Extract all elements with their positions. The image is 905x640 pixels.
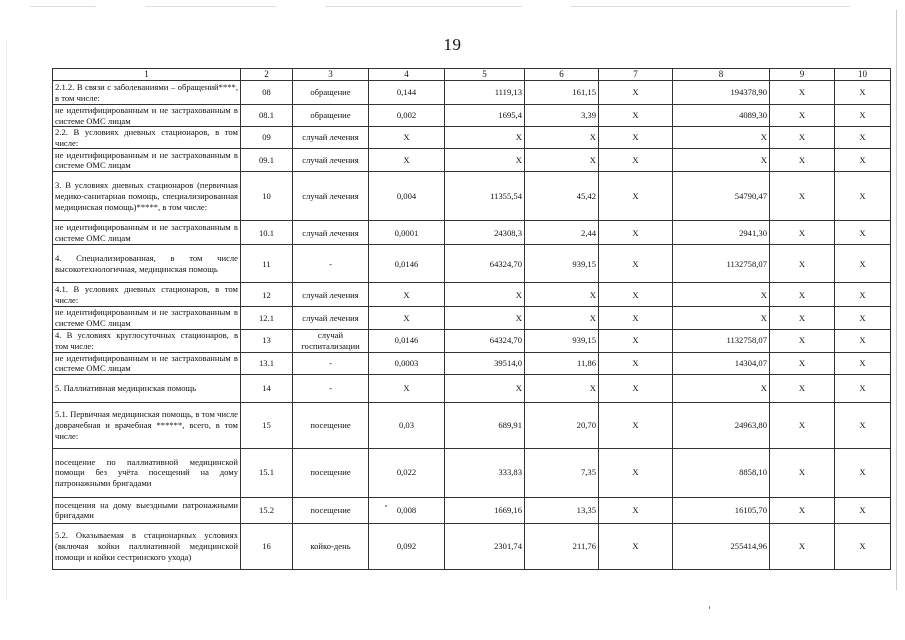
table-cell: X bbox=[525, 127, 599, 149]
table-cell: 333,83 bbox=[445, 448, 525, 497]
table-cell: 15.2 bbox=[241, 497, 293, 523]
table-cell: X bbox=[835, 172, 891, 221]
scan-speck bbox=[709, 606, 710, 609]
table-cell: X bbox=[770, 127, 835, 149]
table-row bbox=[53, 307, 891, 329]
page-number: 19 bbox=[443, 35, 462, 54]
column-header-1: 1 bbox=[53, 69, 241, 81]
table-row bbox=[53, 105, 891, 127]
table-cell: X bbox=[599, 149, 673, 172]
table-cell: 3,39 bbox=[525, 105, 599, 127]
scan-left-edge bbox=[6, 40, 7, 600]
table-cell: 0,002 bbox=[369, 105, 445, 127]
table-cell: 12.1 bbox=[241, 307, 293, 329]
table-cell: 15 bbox=[241, 402, 293, 448]
table-cell: койко-день bbox=[293, 523, 369, 569]
table-cell: X bbox=[770, 402, 835, 448]
table-cell: случай лечения bbox=[293, 283, 369, 307]
table-cell: X bbox=[445, 307, 525, 329]
row-label-cell: посещение по паллиативной медицинской помощи без учёта посещений на дому патронажными бригадами bbox=[53, 448, 241, 497]
table-cell: 09 bbox=[241, 127, 293, 149]
table-cell: X bbox=[599, 402, 673, 448]
table-cell: X bbox=[445, 149, 525, 172]
scan-top-edge bbox=[30, 6, 850, 7]
table-cell: 0,004 bbox=[369, 172, 445, 221]
table-cell: 08.1 bbox=[241, 105, 293, 127]
column-header-6: 6 bbox=[525, 69, 599, 81]
table-cell: X bbox=[525, 374, 599, 402]
table-cell: случай лечения bbox=[293, 172, 369, 221]
table-cell: 939,15 bbox=[525, 245, 599, 283]
table-cell: 2941,30 bbox=[673, 221, 770, 245]
table-cell: X bbox=[835, 307, 891, 329]
row-label-cell: 2.1.2. В связи с заболеваниями – обращений****, в том числе: bbox=[53, 81, 241, 105]
table-cell: X bbox=[599, 245, 673, 283]
table-cell: - bbox=[293, 245, 369, 283]
table-cell: X bbox=[770, 81, 835, 105]
table-cell: X bbox=[835, 402, 891, 448]
table-row bbox=[53, 283, 891, 307]
column-header-3: 3 bbox=[293, 69, 369, 81]
table-cell: 13.1 bbox=[241, 352, 293, 374]
table-cell: 14304,07 bbox=[673, 352, 770, 374]
table-cell: X bbox=[835, 448, 891, 497]
table-cell: X bbox=[599, 283, 673, 307]
table-cell: 161,15 bbox=[525, 81, 599, 105]
table-cell: X bbox=[770, 221, 835, 245]
column-header-7: 7 bbox=[599, 69, 673, 81]
table-cell: 64324,70 bbox=[445, 329, 525, 352]
table-cell: X bbox=[445, 374, 525, 402]
table-cell: 45,42 bbox=[525, 172, 599, 221]
table-cell: 15.1 bbox=[241, 448, 293, 497]
table-cell: X bbox=[445, 127, 525, 149]
table-cell: X bbox=[835, 149, 891, 172]
table-row bbox=[53, 221, 891, 245]
row-label-cell: 4.1. В условиях дневных стационаров, в том числе: bbox=[53, 283, 241, 307]
table-cell: 24963,80 bbox=[673, 402, 770, 448]
table-cell: X bbox=[770, 283, 835, 307]
table-cell: случай лечения bbox=[293, 149, 369, 172]
table-cell: X bbox=[599, 105, 673, 127]
table-cell: 12 bbox=[241, 283, 293, 307]
table-cell: 11 bbox=[241, 245, 293, 283]
row-label-cell: 5.2. Оказываемая в стационарных условиях (включая койки паллиативной медицинской помощи и койки сестринского ухода) bbox=[53, 523, 241, 569]
table-cell: X bbox=[770, 352, 835, 374]
table-cell: 0,008 bbox=[369, 497, 445, 523]
table-cell: X bbox=[673, 374, 770, 402]
table-cell: X bbox=[599, 352, 673, 374]
table-cell: X bbox=[599, 81, 673, 105]
table-cell: X bbox=[835, 374, 891, 402]
table-cell: обращение bbox=[293, 105, 369, 127]
row-label-cell: 5.1. Первичная медицинская помощь, в том числе доврачебная и врачебная ******, всего, в том числе: bbox=[53, 402, 241, 448]
table-cell: 16 bbox=[241, 523, 293, 569]
table-cell: X bbox=[770, 448, 835, 497]
table-cell: 0,0001 bbox=[369, 221, 445, 245]
row-label-cell: 4. В условиях круглосуточных стационаров, в том числе: bbox=[53, 329, 241, 352]
table-cell: X bbox=[835, 352, 891, 374]
table-cell: 194378,90 bbox=[673, 81, 770, 105]
table-cell: X bbox=[673, 283, 770, 307]
report-table bbox=[52, 68, 891, 570]
table-row bbox=[53, 523, 891, 569]
table-cell: X bbox=[835, 127, 891, 149]
table-cell: X bbox=[673, 149, 770, 172]
table-cell: 54790,47 bbox=[673, 172, 770, 221]
table-cell: X bbox=[835, 105, 891, 127]
table-row bbox=[53, 374, 891, 402]
table-cell: X bbox=[835, 81, 891, 105]
row-label-cell: 4. Специализированная, в том числе высокотехнологичная, медицинская помощь bbox=[53, 245, 241, 283]
table-cell: 1132758,07 bbox=[673, 245, 770, 283]
scan-speck bbox=[385, 505, 387, 507]
table-cell: X bbox=[599, 307, 673, 329]
column-header-9: 9 bbox=[770, 69, 835, 81]
table-cell: 2,44 bbox=[525, 221, 599, 245]
table-cell: X bbox=[770, 245, 835, 283]
table-cell: X bbox=[599, 221, 673, 245]
table-cell: 11355,54 bbox=[445, 172, 525, 221]
table-row bbox=[53, 352, 891, 374]
table-cell: 0,03 bbox=[369, 402, 445, 448]
table-cell: случай госпитализации bbox=[293, 329, 369, 352]
table-cell: 255414,96 bbox=[673, 523, 770, 569]
table-cell: случай лечения bbox=[293, 221, 369, 245]
row-label-cell: не идентифицированным и не застрахованным в системе ОМС лицам bbox=[53, 221, 241, 245]
table-cell: X bbox=[599, 448, 673, 497]
table-cell: 2301,74 bbox=[445, 523, 525, 569]
table-cell: 10 bbox=[241, 172, 293, 221]
column-header-4: 4 bbox=[369, 69, 445, 81]
table-cell: 8858,10 bbox=[673, 448, 770, 497]
table-cell: X bbox=[525, 307, 599, 329]
table-cell: 1132758,07 bbox=[673, 329, 770, 352]
table-cell: X bbox=[599, 329, 673, 352]
table-cell: 1695,4 bbox=[445, 105, 525, 127]
table-cell: 64324,70 bbox=[445, 245, 525, 283]
column-header-10: 10 bbox=[835, 69, 891, 81]
table-cell: X bbox=[369, 149, 445, 172]
row-label-cell: не идентифицированным и не застрахованным в системе ОМС лицам bbox=[53, 307, 241, 329]
table-cell: 24308,3 bbox=[445, 221, 525, 245]
table-cell: 0,0146 bbox=[369, 245, 445, 283]
table-cell: 14 bbox=[241, 374, 293, 402]
column-header-8: 8 bbox=[673, 69, 770, 81]
row-label-cell: 2.2. В условиях дневных стационаров, в том числе: bbox=[53, 127, 241, 149]
table-cell: X bbox=[673, 307, 770, 329]
table-cell: 11,86 bbox=[525, 352, 599, 374]
table-cell: 39514,0 bbox=[445, 352, 525, 374]
table-cell: X bbox=[525, 283, 599, 307]
table-row bbox=[53, 172, 891, 221]
table-header-row bbox=[53, 69, 891, 81]
table-cell: X bbox=[770, 105, 835, 127]
table-cell: 1669,16 bbox=[445, 497, 525, 523]
table-cell: 689,91 bbox=[445, 402, 525, 448]
table-cell: 13 bbox=[241, 329, 293, 352]
table-cell: X bbox=[770, 149, 835, 172]
table-cell: X bbox=[770, 307, 835, 329]
table-row bbox=[53, 448, 891, 497]
table-cell: X bbox=[599, 374, 673, 402]
column-header-5: 5 bbox=[445, 69, 525, 81]
table-cell: 20,70 bbox=[525, 402, 599, 448]
table-cell: 0,0146 bbox=[369, 329, 445, 352]
table-cell: 10.1 bbox=[241, 221, 293, 245]
column-header-2: 2 bbox=[241, 69, 293, 81]
row-label-cell: не идентифицированным и не застрахованным в системе ОМС лицам bbox=[53, 149, 241, 172]
table-cell: X bbox=[835, 283, 891, 307]
table-cell: X bbox=[599, 172, 673, 221]
table-row bbox=[53, 127, 891, 149]
table-cell: X bbox=[835, 245, 891, 283]
table-cell: 0,092 bbox=[369, 523, 445, 569]
scan-right-edge bbox=[896, 10, 897, 590]
table-cell: 0,144 bbox=[369, 81, 445, 105]
table-cell: X bbox=[673, 127, 770, 149]
table-row bbox=[53, 402, 891, 448]
row-label-cell: 3. В условиях дневных стационаров (первичная медико-санитарная помощь, специализированная медицинская помощь)*****, в том числе: bbox=[53, 172, 241, 221]
table-cell: X bbox=[525, 149, 599, 172]
row-label-cell: посещения на дому выездными патронажными бригадами bbox=[53, 497, 241, 523]
table-cell: 08 bbox=[241, 81, 293, 105]
table-cell: X bbox=[770, 523, 835, 569]
table-cell: 0,022 bbox=[369, 448, 445, 497]
table-row bbox=[53, 245, 891, 283]
table-cell: случай лечения bbox=[293, 127, 369, 149]
table-cell: X bbox=[835, 523, 891, 569]
table-cell: X bbox=[835, 329, 891, 352]
table-cell: 0,0003 bbox=[369, 352, 445, 374]
table-cell: X bbox=[599, 127, 673, 149]
table-cell: X bbox=[770, 172, 835, 221]
table-cell: 1119,13 bbox=[445, 81, 525, 105]
table-cell: 4089,30 bbox=[673, 105, 770, 127]
row-label-cell: не идентифицированным и не застрахованным в системе ОМС лицам bbox=[53, 352, 241, 374]
table-cell: X bbox=[835, 221, 891, 245]
table-cell: обращение bbox=[293, 81, 369, 105]
table-cell: X bbox=[369, 283, 445, 307]
table-cell: посещение bbox=[293, 448, 369, 497]
table-cell: 13,35 bbox=[525, 497, 599, 523]
table-row bbox=[53, 329, 891, 352]
table-cell: X bbox=[369, 374, 445, 402]
table-body bbox=[53, 81, 891, 570]
table-cell: X bbox=[770, 374, 835, 402]
table-cell: 16105,70 bbox=[673, 497, 770, 523]
table-cell: 7,35 bbox=[525, 448, 599, 497]
table-cell: X bbox=[369, 127, 445, 149]
table-cell: X bbox=[599, 523, 673, 569]
table-cell: 939,15 bbox=[525, 329, 599, 352]
table-cell: 211,76 bbox=[525, 523, 599, 569]
table-cell: посещение bbox=[293, 497, 369, 523]
table-row bbox=[53, 497, 891, 523]
table-cell: X bbox=[770, 497, 835, 523]
table-cell: X bbox=[835, 497, 891, 523]
table-cell: X bbox=[445, 283, 525, 307]
table-row bbox=[53, 81, 891, 105]
table-cell: X bbox=[599, 497, 673, 523]
table-cell: посещение bbox=[293, 402, 369, 448]
table-cell: X bbox=[369, 307, 445, 329]
table-cell: - bbox=[293, 374, 369, 402]
row-label-cell: 5. Паллиативная медицинская помощь bbox=[53, 374, 241, 402]
table-row bbox=[53, 149, 891, 172]
table-cell: 09.1 bbox=[241, 149, 293, 172]
table-cell: случай лечения bbox=[293, 307, 369, 329]
row-label-cell: не идентифицированным и не застрахованным в системе ОМС лицам bbox=[53, 105, 241, 127]
table-cell: X bbox=[770, 329, 835, 352]
table-cell: - bbox=[293, 352, 369, 374]
